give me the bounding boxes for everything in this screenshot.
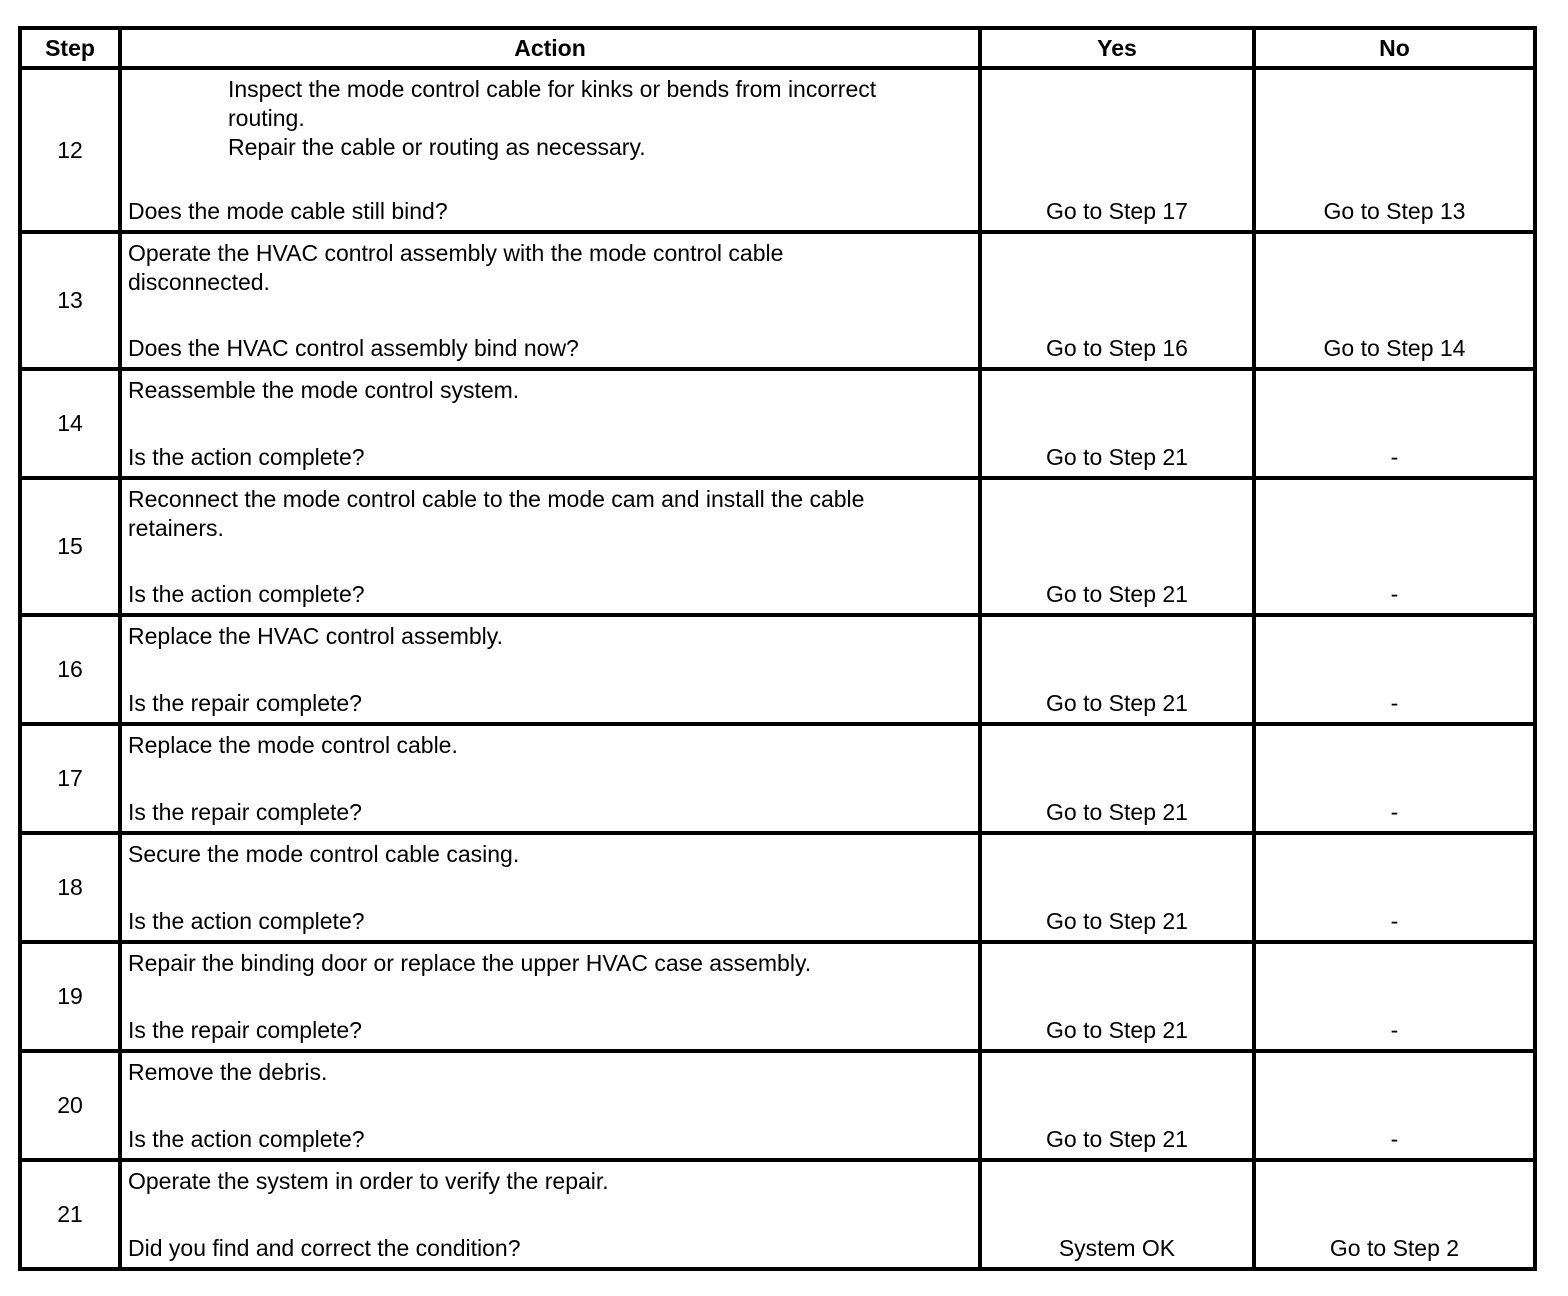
yes-result: Go to Step 17	[1046, 198, 1188, 224]
header-no: No	[1254, 28, 1535, 68]
no-cell	[1254, 369, 1535, 478]
yes-cell	[980, 68, 1254, 232]
action-question: Is the repair complete?	[128, 1017, 362, 1043]
action-question: Does the mode cable still bind?	[128, 198, 448, 224]
no-result: -	[1390, 690, 1399, 716]
action-question: Does the HVAC control assembly bind now?	[128, 335, 579, 361]
action-question: Is the repair complete?	[128, 690, 362, 716]
action-text: routing.	[228, 105, 305, 131]
no-cell	[1254, 942, 1535, 1051]
action-text: Repair the cable or routing as necessary.	[228, 134, 646, 160]
action-question: Is the action complete?	[128, 908, 365, 934]
yes-result: Go to Step 21	[1046, 908, 1188, 934]
no-cell	[1254, 1160, 1535, 1269]
yes-cell	[980, 478, 1254, 615]
yes-result: System OK	[1058, 1235, 1176, 1261]
no-result: -	[1390, 444, 1399, 470]
header-step: Step	[20, 28, 120, 68]
no-cell	[1254, 68, 1535, 232]
action-cell	[120, 478, 980, 615]
action-question: Is the action complete?	[128, 444, 365, 470]
yes-result: Go to Step 21	[1046, 799, 1188, 825]
no-cell	[1254, 615, 1535, 724]
action-cell	[120, 615, 980, 724]
table-row	[20, 1051, 1535, 1160]
header-row	[20, 28, 1535, 68]
no-cell	[1254, 478, 1535, 615]
step-number: 15	[20, 478, 120, 615]
yes-result: Go to Step 21	[1046, 690, 1188, 716]
table-row	[20, 68, 1535, 232]
no-result: Go to Step 14	[1323, 335, 1466, 361]
action-cell	[120, 724, 980, 833]
table-row	[20, 615, 1535, 724]
no-result: Go to Step 2	[1329, 1235, 1460, 1261]
yes-result: Go to Step 21	[1046, 444, 1188, 470]
yes-cell	[980, 615, 1254, 724]
action-cell	[120, 1051, 980, 1160]
step-number: 19	[20, 942, 120, 1051]
action-text: disconnected.	[128, 269, 270, 295]
no-cell	[1254, 1051, 1535, 1160]
yes-result: Go to Step 21	[1046, 1126, 1188, 1152]
step-number: 13	[20, 232, 120, 369]
no-result: -	[1390, 908, 1399, 934]
action-text: retainers.	[128, 515, 224, 541]
no-result: -	[1390, 799, 1399, 825]
action-cell	[120, 1160, 980, 1269]
action-text: Replace the HVAC control assembly.	[128, 623, 503, 649]
step-number: 14	[20, 369, 120, 478]
yes-cell	[980, 942, 1254, 1051]
step-number: 21	[20, 1160, 120, 1269]
action-cell	[120, 232, 980, 369]
action-text: Operate the HVAC control assembly with the mode control cable	[128, 240, 784, 266]
action-text: Reconnect the mode control cable to the mode cam and install the cable	[128, 486, 865, 512]
action-text: Reassemble the mode control system.	[128, 377, 520, 403]
action-question: Is the action complete?	[128, 1126, 365, 1152]
yes-result: Go to Step 16	[1046, 335, 1188, 361]
step-number: 16	[20, 615, 120, 724]
yes-cell	[980, 724, 1254, 833]
table-row	[20, 833, 1535, 942]
yes-cell	[980, 232, 1254, 369]
step-number: 12	[20, 68, 120, 232]
diagnostic-table	[18, 26, 1537, 1271]
table-row	[20, 724, 1535, 833]
action-text: Remove the debris.	[128, 1059, 328, 1085]
no-result: -	[1390, 581, 1399, 607]
action-cell	[120, 369, 980, 478]
step-number: 17	[20, 724, 120, 833]
yes-cell	[980, 833, 1254, 942]
yes-cell	[980, 1160, 1254, 1269]
table-row	[20, 1160, 1535, 1269]
table-row	[20, 232, 1535, 369]
action-cell	[120, 68, 980, 232]
action-cell	[120, 833, 980, 942]
table-body	[20, 68, 1535, 1269]
header-action: Action	[120, 28, 980, 68]
action-text: Operate the system in order to verify the repair.	[128, 1168, 609, 1194]
action-question: Is the action complete?	[128, 581, 365, 607]
no-result: -	[1390, 1017, 1399, 1043]
action-text: Repair the binding door or replace the upper HVAC case assembly.	[128, 950, 812, 976]
no-cell	[1254, 833, 1535, 942]
action-question: Did you find and correct the condition?	[128, 1235, 521, 1261]
yes-result: Go to Step 21	[1046, 1017, 1188, 1043]
yes-result: Go to Step 21	[1046, 581, 1188, 607]
table-row	[20, 478, 1535, 615]
step-number: 20	[20, 1051, 120, 1160]
yes-cell	[980, 369, 1254, 478]
action-text: Replace the mode control cable.	[128, 732, 458, 758]
action-question: Is the repair complete?	[128, 799, 362, 825]
header-yes: Yes	[980, 28, 1254, 68]
no-cell	[1254, 232, 1535, 369]
no-result: Go to Step 13	[1323, 198, 1466, 224]
table-row	[20, 942, 1535, 1051]
no-cell	[1254, 724, 1535, 833]
table-row	[20, 369, 1535, 478]
action-text: Secure the mode control cable casing.	[128, 841, 520, 867]
no-result: -	[1390, 1126, 1399, 1152]
action-cell	[120, 942, 980, 1051]
step-number: 18	[20, 833, 120, 942]
yes-cell	[980, 1051, 1254, 1160]
action-text: Inspect the mode control cable for kinks or bends from incorrect	[228, 76, 877, 102]
